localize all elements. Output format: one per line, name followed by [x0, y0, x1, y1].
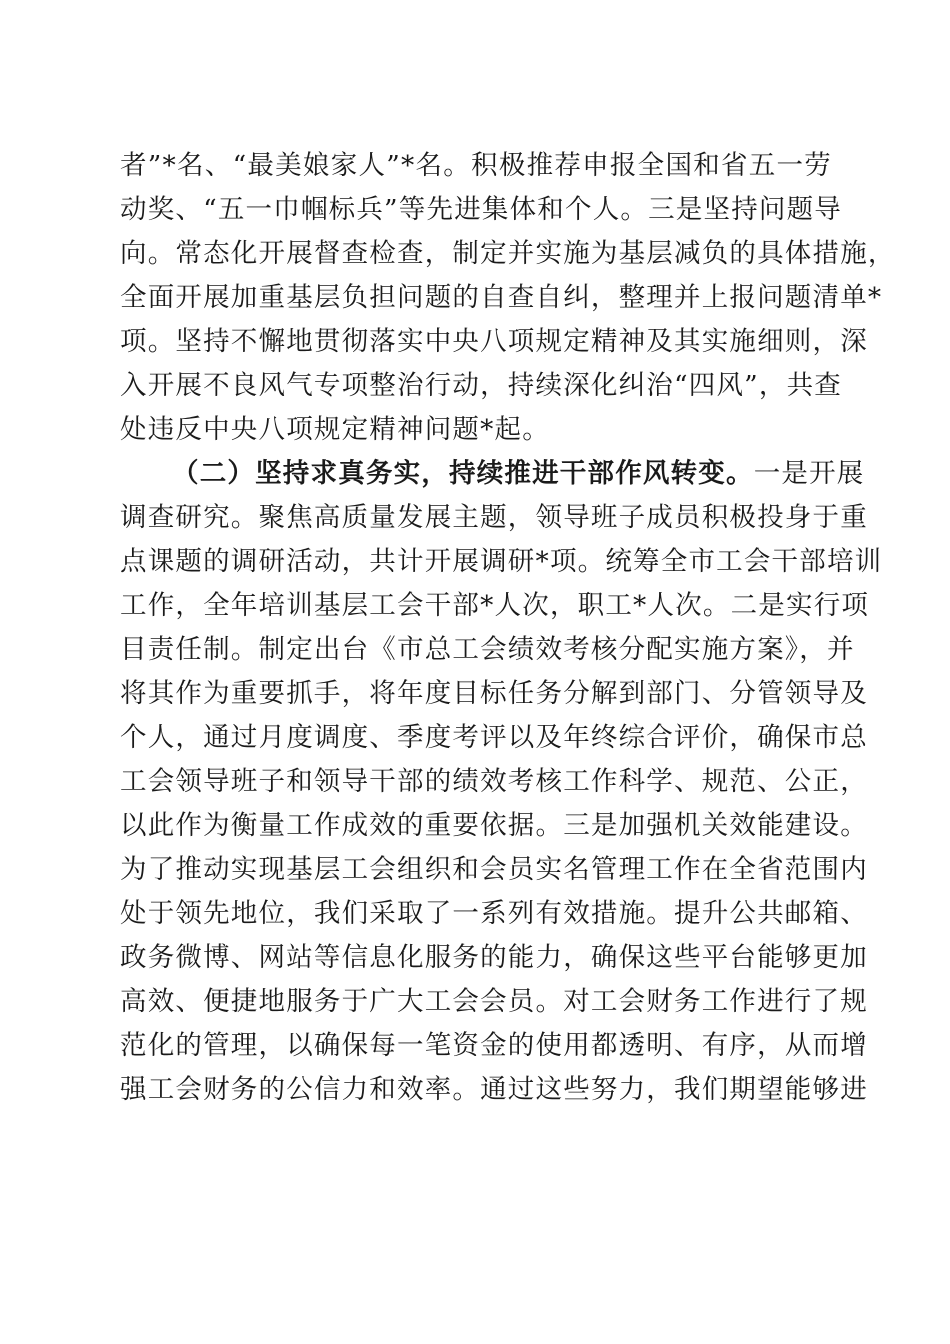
paragraph-2-first-line-text: 一是开展	[753, 458, 865, 489]
paragraph-2-line: 以此作为衡量工作成效的重要依据。三是加强机关效能建设。	[120, 810, 868, 841]
paragraph-2-line: 点课题的调研活动，共计开展调研*项。统筹全市工会干部培训	[120, 546, 883, 577]
paragraph-1-line: 动奖、“五一巾帼标兵”等先进集体和个人。三是坚持问题导	[120, 194, 842, 225]
paragraph-2-line: 为了推动实现基层工会组织和会员实名管理工作在全省范围内	[120, 854, 868, 885]
paragraph-2-line: 目责任制。制定出台《市总工会绩效考核分配实施方案》，并	[120, 634, 855, 665]
paragraph-1-line: 者”*名、“最美娘家人”*名。积极推荐申报全国和省五一劳	[120, 150, 832, 181]
paragraph-1	[120, 144, 896, 452]
paragraph-2-line: 工作，全年培训基层工会干部*人次，职工*人次。二是实行项	[120, 590, 870, 621]
paragraph-1-line: 处违反中央八项规定精神问题*起。	[120, 414, 550, 445]
section-heading: （二）坚持求真务实，持续推进干部作风转变。	[172, 458, 754, 489]
paragraph-1-line: 向。常态化开展督查检查，制定并实施为基层减负的具体措施，	[120, 238, 896, 269]
paragraph-2-first-line	[120, 452, 865, 496]
paragraph-2-line: 工会领导班子和领导干部的绩效考核工作科学、规范、公正，	[120, 766, 868, 797]
paragraph-1-line: 项。坚持不懈地贯彻落实中央八项规定精神及其实施细则，深	[120, 326, 868, 357]
paragraph-1-line: 入开展不良风气专项整治行动，持续深化纠治“四风”，共查	[120, 370, 842, 401]
paragraph-2-line: 政务微博、网站等信息化服务的能力，确保这些平台能够更加	[120, 942, 868, 973]
paragraph-2-line: 处于领先地位，我们采取了一系列有效措施。提升公共邮箱、	[120, 898, 868, 929]
paragraph-2	[120, 452, 883, 1112]
paragraph-2-line: 范化的管理，以确保每一笔资金的使用都透明、有序，从而增	[120, 1030, 868, 1061]
paragraph-1-line: 全面开展加重基层负担问题的自查自纠，整理并上报问题清单*	[120, 282, 883, 313]
paragraph-2-line: 强工会财务的公信力和效率。通过这些努力，我们期望能够进	[120, 1074, 868, 1105]
paragraph-2-line: 将其作为重要抓手，将年度目标任务分解到部门、分管领导及	[120, 678, 868, 709]
paragraph-2-line: 高效、便捷地服务于广大工会会员。对工会财务工作进行了规	[120, 986, 868, 1017]
paragraph-2-line: 调查研究。聚焦高质量发展主题，领导班子成员积极投身于重	[120, 502, 868, 533]
document-body	[120, 144, 896, 1112]
paragraph-2-line: 个人，通过月度调度、季度考评以及年终综合评价，确保市总	[120, 722, 868, 753]
